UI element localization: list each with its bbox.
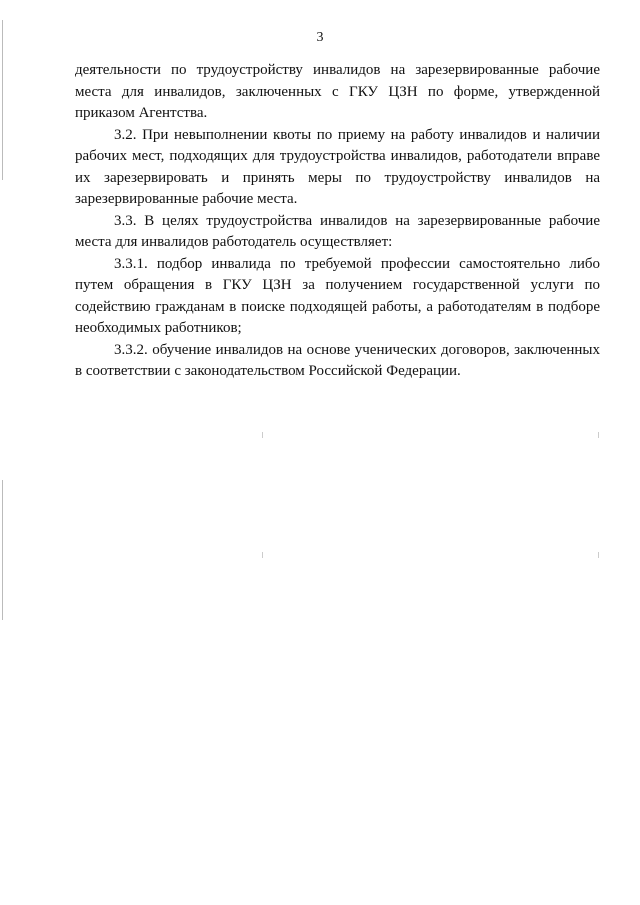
scan-edge-artifact: [2, 480, 3, 620]
paragraph-3-2: 3.2. При невыполнении квоты по приему на работу инвалидов и наличии рабочих мест, подходящих для трудоустройства инвалидов, работодатели вправе их зарезервировать и принять меры по трудоустройству инвалидов на зарезервированные рабочие места.: [75, 126, 600, 207]
paragraph-3-3-2: 3.3.2. обучение инвалидов на основе ученических договоров, заключенных в соответствии с законодательством Российской Федерации.: [75, 341, 600, 379]
document-body: [75, 60, 600, 383]
paragraph-3-3-1: 3.3.1. подбор инвалида по требуемой профессии самостоятельно либо путем обращения в ГКУ ЦЗН за получением государственной услуги по содействию гражданам в поиске подходящей работы, а работодателям в подборе необходимых работников;: [75, 255, 600, 336]
scan-speck: [598, 432, 599, 438]
page-number: 3: [316, 30, 324, 45]
scan-speck: [598, 552, 599, 558]
scan-speck: [262, 432, 263, 438]
paragraph-continuation: деятельности по трудоустройству инвалидов на зарезервированные рабочие места для инвалидов, заключенных с ГКУ ЦЗН по форме, утвержденной приказом Агентства.: [75, 62, 600, 121]
paragraph-3-3: 3.3. В целях трудоустройства инвалидов на зарезервированные рабочие места для инвалидов работодатель осуществляет:: [75, 212, 600, 250]
scan-speck: [262, 552, 263, 558]
